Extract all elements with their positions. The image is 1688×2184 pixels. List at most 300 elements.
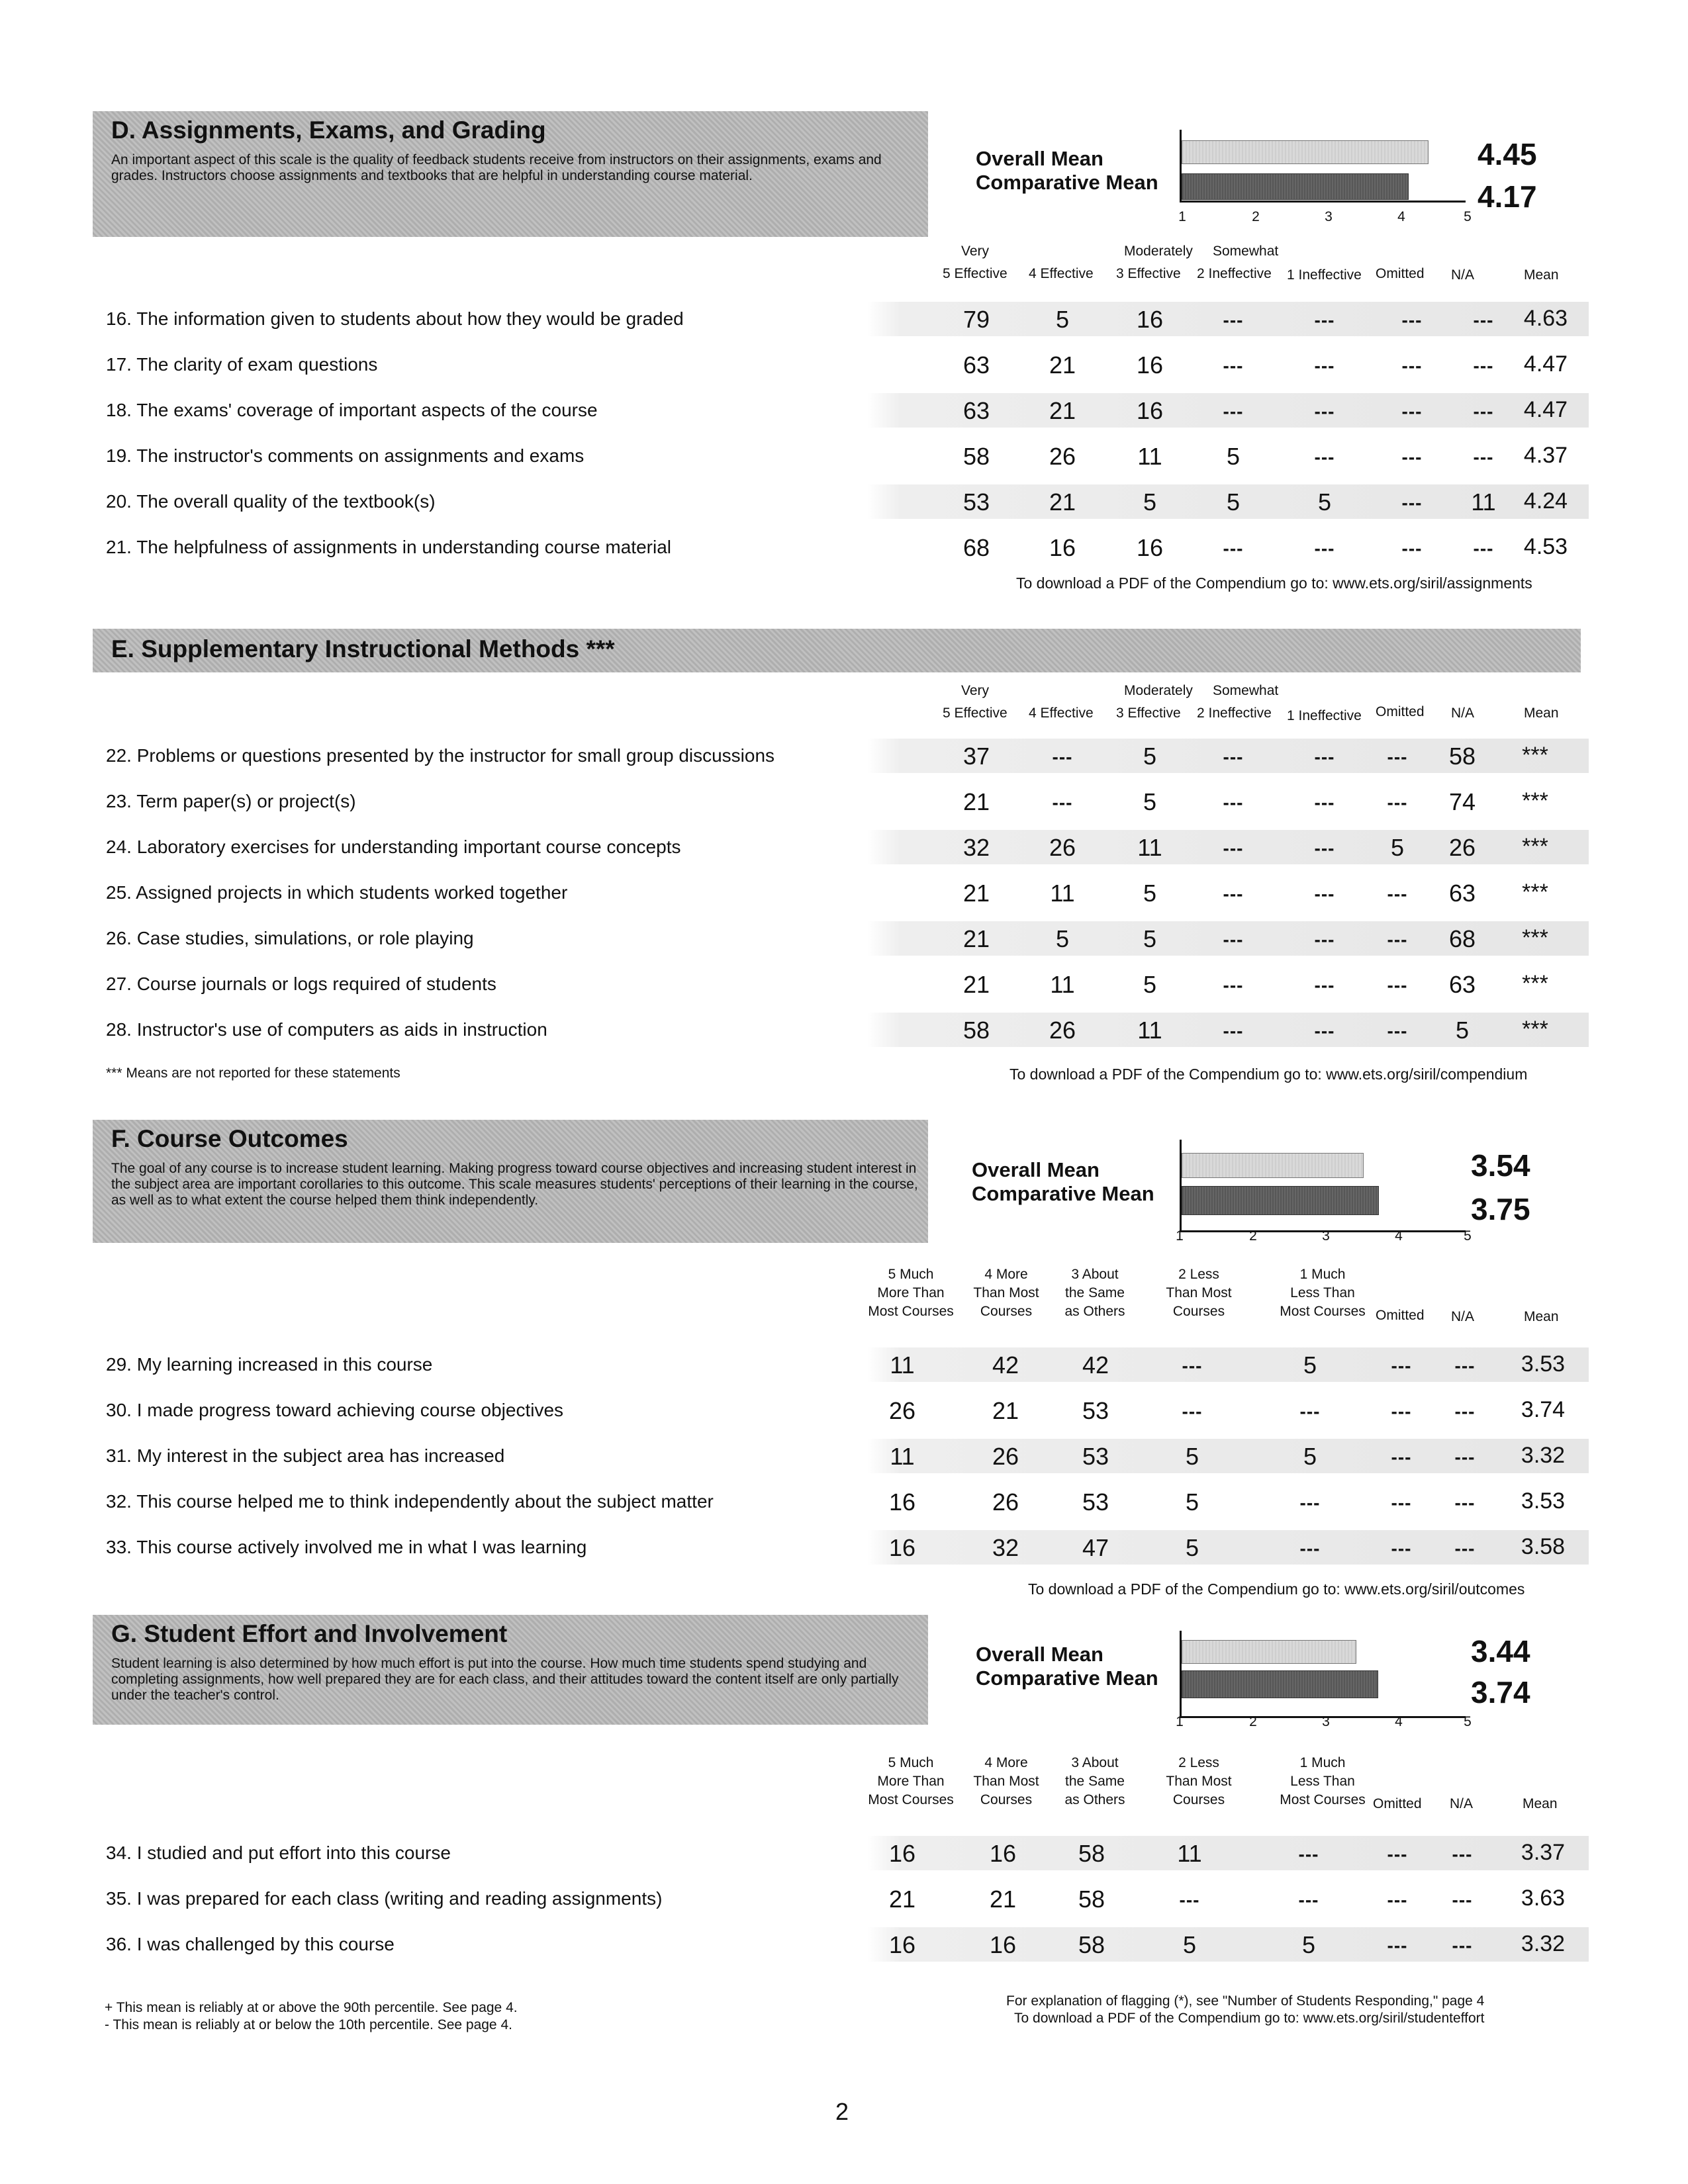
- comparative-mean-bar: [1182, 173, 1409, 200]
- section-description: The goal of any course is to increase student learning. Making progress toward course objectives and increasing student interest in the subject area are important corollaries to this outcome. This scale measures students' perceptions of their learning in the course, as well as to what extent the course helped them think independently.: [111, 1161, 918, 1208]
- percent-cell: ---: [1299, 1492, 1321, 1513]
- header-omitted: Omitted: [1376, 266, 1425, 281]
- section-f-banner: [93, 1120, 928, 1243]
- header-col4: [966, 1265, 1046, 1321]
- overall-mean-label: Overall Mean: [976, 1643, 1103, 1666]
- overall-mean-bar: [1182, 1640, 1356, 1664]
- percent-cell: 26: [992, 1443, 1019, 1470]
- percent-cell: 5: [1455, 1017, 1470, 1044]
- question-label: 19. The instructor's comments on assignments and exams: [106, 445, 585, 466]
- percent-cell: 21: [989, 1886, 1017, 1913]
- scale-tick-4: 4: [1395, 1714, 1403, 1729]
- mean-cell: ***: [1522, 743, 1548, 768]
- percent-cell: 11: [1177, 1840, 1202, 1867]
- mean-cell: ***: [1522, 1017, 1548, 1042]
- header-5-effective: 5 Effective: [943, 705, 1008, 721]
- scale-tick-4: 4: [1395, 1228, 1403, 1244]
- header-very: Very: [961, 683, 990, 698]
- header-omitted: Omitted: [1376, 704, 1425, 719]
- header-mean: Mean: [1524, 1309, 1559, 1324]
- percent-cell: ---: [1401, 538, 1423, 559]
- mean-cell: 3.32: [1521, 1443, 1566, 1468]
- mean-cell: ***: [1522, 971, 1548, 996]
- header-line: as Others: [1064, 1792, 1125, 1807]
- header-col5: [858, 1754, 964, 1809]
- table-row: [106, 921, 1589, 956]
- section-d-banner: [93, 111, 928, 237]
- percent-cell: 5: [1143, 880, 1157, 907]
- header-na: N/A: [1450, 1796, 1474, 1811]
- percent-cell: ---: [1387, 1935, 1408, 1956]
- percent-cell: 5: [1143, 743, 1157, 770]
- percent-cell: ---: [1223, 975, 1244, 995]
- header-2-ineffective: 2 Ineffective: [1197, 266, 1272, 281]
- percent-cell: 5: [1143, 488, 1157, 516]
- percent-cell: ---: [1454, 1355, 1476, 1376]
- mean-cell: 4.47: [1523, 397, 1568, 422]
- scale-tick-4: 4: [1397, 209, 1405, 224]
- percent-cell: 5: [1185, 1534, 1199, 1561]
- percent-cell: ---: [1223, 884, 1244, 904]
- scale-tick-5: 5: [1464, 1714, 1472, 1729]
- question-label: 29. My learning increased in this course: [106, 1354, 433, 1375]
- header-line: Most Courses: [868, 1304, 954, 1319]
- percent-cell: ---: [1223, 792, 1244, 813]
- percent-cell: 21: [1049, 397, 1076, 424]
- percent-cell: 26: [1448, 834, 1476, 861]
- percent-cell: 16: [1136, 397, 1164, 424]
- table-row: [106, 530, 1589, 565]
- percent-cell: 32: [992, 1534, 1019, 1561]
- header-line: 2 Less: [1178, 1755, 1219, 1770]
- percent-cell: ---: [1314, 1021, 1335, 1041]
- percent-cell: ---: [1223, 747, 1244, 767]
- percent-cell: 16: [989, 1931, 1017, 1958]
- percent-cell: ---: [1387, 975, 1408, 995]
- percent-cell: ---: [1387, 747, 1408, 767]
- section-description: An important aspect of this scale is the quality of feedback students receive from instructors on their assignments, exams and grades. Instructors choose assignments and textbooks that are helpful in understanding course material.: [111, 152, 882, 183]
- percent-cell: 32: [962, 834, 990, 861]
- percent-cell: 47: [1082, 1534, 1109, 1561]
- percent-cell: 5: [1317, 488, 1332, 516]
- percent-cell: 63: [962, 397, 990, 424]
- percent-cell: 11: [890, 1351, 915, 1379]
- percent-cell: ---: [1391, 1538, 1412, 1559]
- header-col1: [1270, 1754, 1376, 1809]
- header-1-ineffective: 1 Ineffective: [1287, 267, 1362, 283]
- percent-cell: ---: [1299, 1538, 1321, 1559]
- question-label: 33. This course actively involved me in what I was learning: [106, 1537, 587, 1557]
- mean-cell: 3.53: [1521, 1351, 1566, 1377]
- header-line: the Same: [1065, 1774, 1125, 1789]
- header-line: 4 More: [984, 1755, 1028, 1770]
- percent-cell: ---: [1401, 447, 1423, 467]
- percent-cell: ---: [1223, 310, 1244, 330]
- table-row: [106, 302, 1589, 336]
- comparative-mean-bar: [1182, 1186, 1379, 1215]
- percent-cell: ---: [1314, 929, 1335, 950]
- percent-cell: 16: [1049, 534, 1076, 561]
- percent-cell: ---: [1298, 1844, 1319, 1864]
- percent-cell: 16: [1136, 351, 1164, 379]
- percent-cell: ---: [1052, 747, 1073, 767]
- overall-mean-label: Overall Mean: [976, 147, 1103, 170]
- question-label: 25. Assigned projects in which students worked together: [106, 882, 568, 903]
- scale-tick-3: 3: [1322, 1228, 1330, 1244]
- section-title: D. Assignments, Exams, and Grading: [111, 116, 546, 144]
- question-label: 17. The clarity of exam questions: [106, 354, 378, 375]
- section-e-banner: [93, 629, 1581, 672]
- percent-cell: 5: [1185, 1443, 1199, 1470]
- percent-cell: ---: [1401, 310, 1423, 330]
- header-line: Courses: [1172, 1304, 1225, 1319]
- percent-cell: ---: [1401, 355, 1423, 376]
- percent-cell: ---: [1391, 1492, 1412, 1513]
- percent-cell: ---: [1452, 1889, 1473, 1910]
- scale-tick-2: 2: [1252, 209, 1260, 224]
- percent-cell: ---: [1391, 1401, 1412, 1422]
- header-line: 3 About: [1071, 1267, 1119, 1282]
- mean-cell: 4.47: [1523, 351, 1568, 377]
- percent-cell: ---: [1473, 401, 1494, 422]
- percent-cell: ---: [1182, 1355, 1203, 1376]
- question-label: 36. I was challenged by this course: [106, 1934, 395, 1954]
- mean-cell: ***: [1522, 788, 1548, 813]
- percent-cell: 16: [888, 1931, 916, 1958]
- mean-cell: ***: [1522, 834, 1548, 859]
- percent-cell: ---: [1314, 975, 1335, 995]
- percent-cell: 11: [1137, 1017, 1162, 1044]
- percent-cell: 53: [962, 488, 990, 516]
- percent-cell: 11: [890, 1443, 915, 1470]
- header-line: Most Courses: [1280, 1304, 1366, 1319]
- percent-cell: 11: [1137, 443, 1162, 470]
- table-row: [106, 484, 1589, 519]
- percent-cell: 68: [962, 534, 990, 561]
- table-row: [106, 1439, 1589, 1473]
- table-row: [106, 739, 1589, 773]
- percent-cell: ---: [1223, 401, 1244, 422]
- percent-cell: ---: [1473, 538, 1494, 559]
- header-line: the Same: [1065, 1285, 1125, 1300]
- table-row: [106, 1530, 1589, 1565]
- question-label: 20. The overall quality of the textbook(s): [106, 491, 436, 512]
- percent-cell: 5: [1226, 443, 1241, 470]
- percent-cell: 63: [962, 351, 990, 379]
- overall-mean-value: 3.44: [1471, 1634, 1530, 1668]
- table-row: [106, 1882, 1589, 1916]
- percent-cell: ---: [1387, 1889, 1408, 1910]
- header-1-ineffective: 1 Ineffective: [1287, 708, 1362, 723]
- mean-cell: 3.37: [1521, 1840, 1566, 1865]
- percent-cell: 21: [888, 1886, 916, 1913]
- header-very: Very: [961, 244, 990, 259]
- question-label: 26. Case studies, simulations, or role playing: [106, 928, 474, 948]
- percent-cell: ---: [1314, 538, 1335, 559]
- table-row: [106, 1347, 1589, 1382]
- percent-cell: 5: [1055, 925, 1070, 952]
- percent-cell: ---: [1299, 1401, 1321, 1422]
- mean-cell: 3.58: [1521, 1534, 1566, 1559]
- mean-baseline: [1180, 201, 1466, 203]
- question-label: 28. Instructor's use of computers as aids in instruction: [106, 1019, 547, 1040]
- section-title: E. Supplementary Instructional Methods ***: [111, 635, 615, 662]
- percent-cell: 5: [1143, 925, 1157, 952]
- percent-cell: ---: [1314, 747, 1335, 767]
- percent-cell: 58: [1078, 1886, 1105, 1913]
- percent-cell: 21: [962, 971, 990, 998]
- compendium-link-f[interactable]: To download a PDF of the Compendium go to: www.ets.org/siril/outcomes: [1028, 1580, 1525, 1598]
- percent-cell: ---: [1391, 1447, 1412, 1467]
- header-na: N/A: [1451, 1309, 1475, 1324]
- percent-cell: ---: [1298, 1889, 1319, 1910]
- header-line: Than Most: [1166, 1285, 1232, 1300]
- percent-cell: ---: [1454, 1401, 1476, 1422]
- percent-cell: ---: [1454, 1492, 1476, 1513]
- percent-cell: 26: [888, 1397, 916, 1424]
- mean-cell: ***: [1522, 880, 1548, 905]
- question-label: 32. This course helped me to think independently about the subject matter: [106, 1491, 714, 1512]
- header-line: Less Than: [1290, 1285, 1355, 1300]
- percent-cell: 16: [888, 1488, 916, 1516]
- percent-cell: ---: [1052, 792, 1073, 813]
- percent-cell: ---: [1454, 1447, 1476, 1467]
- percent-cell: 79: [962, 306, 990, 333]
- mean-cell: 4.53: [1523, 534, 1568, 559]
- percent-cell: ---: [1401, 492, 1423, 513]
- mean-cell: 3.53: [1521, 1488, 1566, 1514]
- header-line: Less Than: [1290, 1774, 1355, 1789]
- question-label: 27. Course journals or logs required of students: [106, 974, 496, 994]
- percent-cell: 5: [1390, 834, 1405, 861]
- mean-cell: 3.74: [1521, 1397, 1566, 1422]
- question-label: 34. I studied and put effort into this course: [106, 1843, 451, 1863]
- percent-cell: ---: [1314, 792, 1335, 813]
- header-na: N/A: [1451, 267, 1475, 283]
- section-description: Student learning is also determined by how much effort is put into the course. How much time students spend studying and completing assignments, how well prepared they are for each class, and their attitudes toward the content itself are only partially under the teacher's control.: [111, 1656, 899, 1703]
- percent-cell: 5: [1055, 306, 1070, 333]
- scale-tick-3: 3: [1325, 209, 1333, 224]
- percent-cell: ---: [1314, 355, 1335, 376]
- percent-cell: ---: [1401, 401, 1423, 422]
- percent-cell: 42: [1082, 1351, 1109, 1379]
- percent-cell: 21: [962, 925, 990, 952]
- percent-cell: 16: [888, 1534, 916, 1561]
- percent-cell: ---: [1454, 1538, 1476, 1559]
- percent-cell: 5: [1226, 488, 1241, 516]
- mean-cell: 4.63: [1523, 306, 1568, 331]
- header-line: Courses: [980, 1304, 1033, 1319]
- table-row: [106, 1013, 1589, 1047]
- question-label: 16. The information given to students about how they would be graded: [106, 308, 684, 329]
- percent-cell: ---: [1179, 1889, 1200, 1910]
- percent-cell: 26: [1049, 1017, 1076, 1044]
- header-line: 5 Much: [888, 1267, 934, 1282]
- percent-cell: 5: [1185, 1488, 1199, 1516]
- comparative-mean-value: 3.75: [1471, 1192, 1530, 1226]
- table-row: [106, 1484, 1589, 1519]
- header-line: Most Courses: [1280, 1792, 1366, 1807]
- overall-mean-value: 3.54: [1471, 1148, 1530, 1183]
- table-row: [106, 393, 1589, 428]
- percent-cell: ---: [1223, 1021, 1244, 1041]
- question-label: 21. The helpfulness of assignments in understanding course material: [106, 537, 671, 557]
- header-line: 2 Less: [1178, 1267, 1219, 1282]
- table-row: [106, 1927, 1589, 1962]
- header-line: Courses: [1172, 1792, 1225, 1807]
- percent-cell: 21: [962, 788, 990, 815]
- question-label: 23. Term paper(s) or project(s): [106, 791, 356, 811]
- percent-cell: ---: [1314, 838, 1335, 858]
- header-4-effective: 4 Effective: [1029, 705, 1094, 721]
- scale-tick-2: 2: [1249, 1714, 1257, 1729]
- percent-cell: ---: [1314, 447, 1335, 467]
- overall-mean-label: Overall Mean: [972, 1158, 1100, 1181]
- comparative-mean-label: Comparative Mean: [976, 171, 1158, 194]
- scale-tick-1: 1: [1176, 1228, 1184, 1244]
- header-line: Than Most: [973, 1774, 1039, 1789]
- percent-cell: ---: [1452, 1844, 1473, 1864]
- header-2-ineffective: 2 Ineffective: [1197, 705, 1272, 721]
- overall-mean-bar: [1182, 140, 1429, 164]
- compendium-link-e[interactable]: To download a PDF of the Compendium go to: www.ets.org/siril/compendium: [1009, 1066, 1528, 1083]
- table-row: [106, 967, 1589, 1001]
- header-4-effective: 4 Effective: [1029, 266, 1094, 281]
- header-na: N/A: [1451, 705, 1475, 721]
- comparative-mean-bar: [1182, 1670, 1378, 1698]
- percent-cell: 68: [1448, 925, 1476, 952]
- percent-cell: 63: [1448, 880, 1476, 907]
- percent-cell: 5: [1303, 1351, 1317, 1379]
- overall-mean-value: 4.45: [1477, 137, 1537, 171]
- percent-cell: ---: [1387, 884, 1408, 904]
- scale-tick-1: 1: [1176, 1714, 1184, 1729]
- header-line: Courses: [980, 1792, 1033, 1807]
- overall-mean-bar: [1182, 1153, 1364, 1178]
- percent-cell: ---: [1223, 929, 1244, 950]
- percent-cell: ---: [1452, 1935, 1473, 1956]
- mean-cell: 3.32: [1521, 1931, 1566, 1956]
- percent-cell: 21: [962, 880, 990, 907]
- percent-cell: 11: [1050, 880, 1075, 907]
- percent-cell: 5: [1143, 971, 1157, 998]
- question-label: 30. I made progress toward achieving course objectives: [106, 1400, 564, 1420]
- header-col2: [1156, 1265, 1242, 1321]
- percent-cell: ---: [1223, 538, 1244, 559]
- question-label: 31. My interest in the subject area has increased: [106, 1445, 505, 1466]
- header-line: More Than: [877, 1285, 945, 1300]
- header-somewhat: Somewhat: [1213, 683, 1279, 698]
- scale-tick-5: 5: [1464, 209, 1472, 224]
- flagging-note: For explanation of flagging (*), see "Number of Students Responding," page 4: [1006, 1993, 1485, 2009]
- compendium-link-g[interactable]: To download a PDF of the Compendium go to: www.ets.org/siril/studenteffort: [1014, 2011, 1485, 2026]
- percent-cell: ---: [1387, 792, 1408, 813]
- percent-cell: 53: [1082, 1443, 1109, 1470]
- percent-cell: 26: [1049, 443, 1076, 470]
- percent-cell: 5: [1303, 1443, 1317, 1470]
- percent-cell: 16: [1136, 534, 1164, 561]
- mean-cell: 4.24: [1523, 488, 1568, 514]
- header-col1: [1270, 1265, 1376, 1321]
- header-somewhat: Somewhat: [1213, 244, 1279, 259]
- header-line: Than Most: [973, 1285, 1039, 1300]
- percent-cell: 58: [1448, 743, 1476, 770]
- header-moderately: Moderately: [1124, 683, 1193, 698]
- percent-cell: 26: [1049, 834, 1076, 861]
- header-col5: [858, 1265, 964, 1321]
- percent-cell: 16: [989, 1840, 1017, 1867]
- percent-cell: ---: [1473, 310, 1494, 330]
- scale-tick-5: 5: [1464, 1228, 1472, 1244]
- percent-cell: ---: [1223, 355, 1244, 376]
- percent-cell: ---: [1314, 884, 1335, 904]
- percent-cell: 11: [1137, 834, 1162, 861]
- section-title: G. Student Effort and Involvement: [111, 1620, 508, 1647]
- table-row: [106, 1836, 1589, 1870]
- header-line: 3 About: [1071, 1755, 1119, 1770]
- percent-cell: 16: [1136, 306, 1164, 333]
- percent-cell: 5: [1143, 788, 1157, 815]
- header-line: 5 Much: [888, 1755, 934, 1770]
- compendium-link-d[interactable]: To download a PDF of the Compendium go to: www.ets.org/siril/assignments: [1016, 574, 1532, 592]
- percent-cell: 37: [962, 743, 990, 770]
- percent-cell: ---: [1473, 355, 1494, 376]
- header-col4: [966, 1754, 1046, 1809]
- percent-cell: 42: [992, 1351, 1019, 1379]
- comparative-mean-label: Comparative Mean: [972, 1182, 1154, 1205]
- header-omitted: Omitted: [1373, 1796, 1422, 1811]
- scale-tick-1: 1: [1178, 209, 1186, 224]
- percent-cell: ---: [1387, 1021, 1408, 1041]
- header-line: Most Courses: [868, 1792, 954, 1807]
- percent-cell: 11: [1050, 971, 1075, 998]
- question-label: 22. Problems or questions presented by the instructor for small group discussions: [106, 745, 775, 766]
- header-mean: Mean: [1524, 705, 1559, 721]
- mean-cell: 3.63: [1521, 1886, 1566, 1911]
- mean-cell: 4.37: [1523, 443, 1568, 468]
- percent-cell: 16: [888, 1840, 916, 1867]
- percent-cell: 58: [1078, 1840, 1105, 1867]
- table-row: [106, 439, 1589, 473]
- means-not-reported-note: *** Means are not reported for these statements: [106, 1066, 400, 1081]
- header-line: 1 Much: [1299, 1755, 1346, 1770]
- header-line: as Others: [1064, 1304, 1125, 1319]
- header-col3: [1055, 1754, 1135, 1809]
- percentile-note-low: - This mean is reliably at or below the 10th percentile. See page 4.: [105, 2017, 512, 2032]
- question-label: 24. Laboratory exercises for understanding important course concepts: [106, 837, 681, 857]
- percent-cell: 58: [962, 1017, 990, 1044]
- header-line: Than Most: [1166, 1774, 1232, 1789]
- percent-cell: 26: [992, 1488, 1019, 1516]
- header-mean: Mean: [1523, 1796, 1558, 1811]
- header-col3: [1055, 1265, 1135, 1321]
- table-row: [106, 1393, 1589, 1428]
- percent-cell: 11: [1471, 488, 1496, 516]
- percent-cell: 5: [1301, 1931, 1316, 1958]
- header-omitted: Omitted: [1376, 1308, 1425, 1323]
- scale-tick-3: 3: [1322, 1714, 1330, 1729]
- header-moderately: Moderately: [1124, 244, 1193, 259]
- header-line: More Than: [877, 1774, 945, 1789]
- question-label: 18. The exams' coverage of important aspects of the course: [106, 400, 598, 420]
- table-row: [106, 784, 1589, 819]
- percent-cell: ---: [1223, 838, 1244, 858]
- percent-cell: 58: [1078, 1931, 1105, 1958]
- percent-cell: 53: [1082, 1397, 1109, 1424]
- header-5-effective: 5 Effective: [943, 266, 1008, 281]
- percent-cell: ---: [1473, 447, 1494, 467]
- percentile-note-high: + This mean is reliably at or above the 90th percentile. See page 4.: [105, 2000, 518, 2015]
